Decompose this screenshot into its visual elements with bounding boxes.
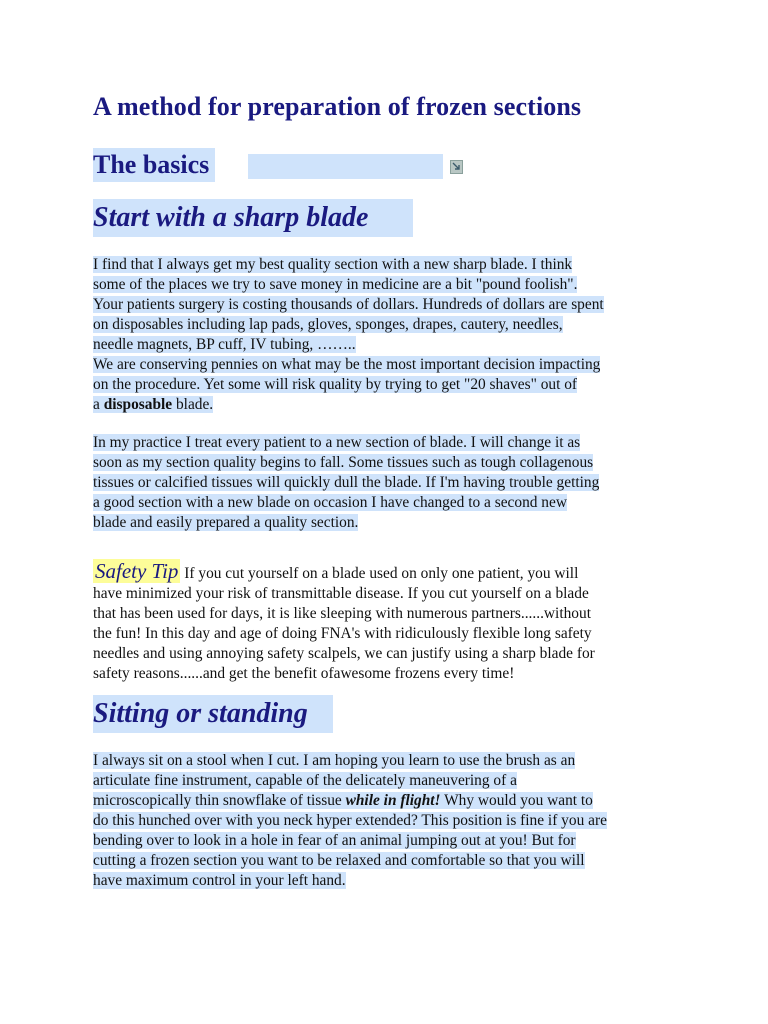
text-line: tissues or calcified tissues will quickly dull the blade. If I'm having trouble getting xyxy=(93,474,600,491)
text-line: articulate fine instrument, capable of the delicately maneuvering of a xyxy=(93,772,517,789)
text-fragment: microscopically thin snowflake of tissue xyxy=(93,792,346,809)
text-line: needle magnets, BP cuff, IV tubing, …….. xyxy=(93,336,356,353)
paragraph-sitting-standing xyxy=(93,751,607,891)
basics-form-field[interactable] xyxy=(248,154,443,179)
text-line: In my practice I treat every patient to a new section of blade. I will change it as xyxy=(93,434,581,451)
paragraph-sharp-blade-intro xyxy=(93,255,604,415)
text-line: I find that I always get my best quality section with a new sharp blade. I think xyxy=(93,256,573,273)
text-fragment: a xyxy=(93,396,104,413)
text-line: blade and easily prepared a quality section. xyxy=(93,514,359,531)
text-line: that has been used for days, it is like sleeping with numerous partners......without xyxy=(93,605,591,622)
text-line: on the procedure. Yet some will risk quality by trying to get "20 shaves" out of xyxy=(93,376,578,393)
section-heading-sitting-standing: Sitting or standing xyxy=(93,695,333,733)
text-fragment: If you cut yourself on a blade used on only one patient, you will xyxy=(180,565,579,582)
text-line: the fun! In this day and age of doing FNA's with ridiculously flexible long safety xyxy=(93,625,592,642)
text-line: Your patients surgery is costing thousands of dollars. Hundreds of dollars are spent xyxy=(93,296,604,313)
emphasis-while-in-flight: while in flight! xyxy=(345,792,441,809)
text-line: some of the places we try to save money in medicine are a bit "pound foolish". xyxy=(93,276,578,293)
text-fragment: blade. xyxy=(172,396,214,413)
emphasis-disposable: disposable xyxy=(103,396,173,413)
text-line: bending over to look in a hole in fear of an animal jumping out at you! But for xyxy=(93,832,576,849)
arrow-link-icon[interactable] xyxy=(450,160,463,174)
text-line: I always sit on a stool when I cut. I am hoping you learn to use the brush as an xyxy=(93,752,576,769)
text-line: have minimized your risk of transmittable disease. If you cut yourself on a blade xyxy=(93,585,589,602)
text-line: cutting a frozen section you want to be relaxed and comfortable so that you will xyxy=(93,852,585,869)
text-line: We are conserving pennies on what may be the most important decision impacting xyxy=(93,356,601,373)
paragraph-safety-tip xyxy=(93,558,595,684)
basics-heading: The basics xyxy=(93,148,215,182)
text-line: soon as my section quality begins to fall. Some tissues such as tough collagenous xyxy=(93,454,594,471)
text-line: do this hunched over with you neck hyper extended? This position is fine if you are xyxy=(93,812,607,829)
text-line: on disposables including lap pads, gloves, sponges, drapes, cautery, needles, xyxy=(93,316,563,333)
text-line: have maximum control in your left hand. xyxy=(93,872,346,889)
section-heading-sharp-blade: Start with a sharp blade xyxy=(93,199,413,237)
text-line: safety reasons......and get the benefit ofawesome frozens every time! xyxy=(93,665,515,682)
text-fragment: Why would you want to xyxy=(440,792,593,809)
safety-tip-label: Safety Tip xyxy=(95,559,179,583)
text-line: a good section with a new blade on occasion I have changed to a second new xyxy=(93,494,567,511)
text-line: needles and using annoying safety scalpels, we can justify using a sharp blade for xyxy=(93,645,595,662)
document-title: A method for preparation of frozen sections xyxy=(93,92,582,121)
paragraph-blade-practice xyxy=(93,433,599,533)
